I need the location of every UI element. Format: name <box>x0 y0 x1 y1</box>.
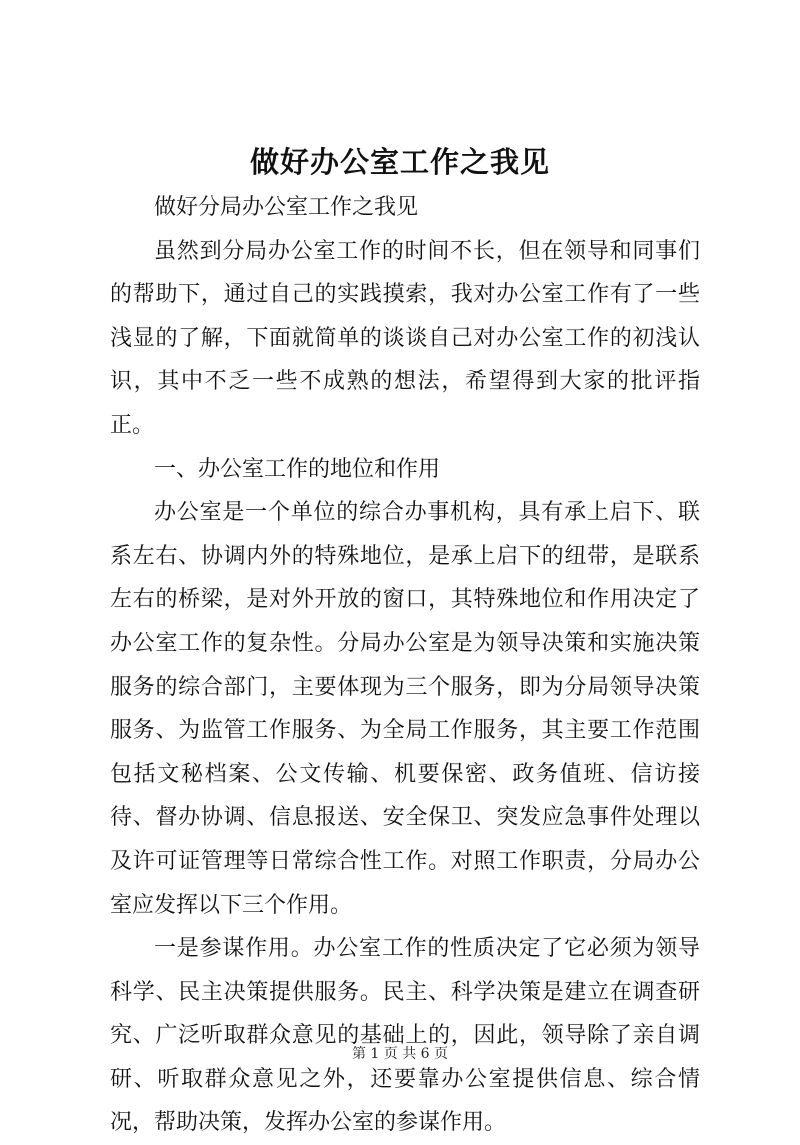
document-body <box>110 186 700 1145</box>
page-footer: 第 1 页 共 6 页 <box>351 1046 449 1062</box>
intro-paragraph: 虽然到分局办公室工作的时间不长，但在领导和同事们的帮助下，通过自己的实践摸索，我对办公室工作有了一些浅显的了解，下面就简单的谈谈自己对办公室工作的初浅认识，其中不乏一些不成熟的想法，希望得到大家的批评指正。 <box>110 238 700 438</box>
section-heading: 一、办公室工作的地位和作用 <box>154 456 441 482</box>
subtitle-paragraph: 做好分局办公室工作之我见 <box>154 195 419 220</box>
document-title: 做好办公室工作之我见 <box>249 145 550 179</box>
body-paragraph: 办公室是一个单位的综合办事机构，具有承上启下、联系左右、协调内外的特殊地位，是承上启下的纽带，是联系左右的桥梁，是对外开放的窗口，其特殊地位和作用决定了办公室工作的复杂性。分局办公室是为领导决策和实施决策服务的综合部门，主要体现为三个服务，即为分局领导决策服务、为监管工作服务、为全局工作服务，其主要工作范围包括文秘档案、公文传输、机要保密、政务值班、信访接待、督办协调、信息报送、安全保卫、突发应急事件处理以及许可证管理等日常综合性工作。对照工作职责，分局办公室应发挥以下三个作用。 <box>110 500 700 918</box>
body-paragraph: 一是参谋作用。办公室工作的性质决定了它必须为领导科学、民主决策提供服务。民主、科学决策是建立在调查研究、广泛听取群众意见的基础上的，因此，领导除了亲自调研、听取群众意见之外，还要靠办公室提供信息、综合情况，帮助决策，发挥办公室的参谋作用。 <box>110 936 700 1136</box>
